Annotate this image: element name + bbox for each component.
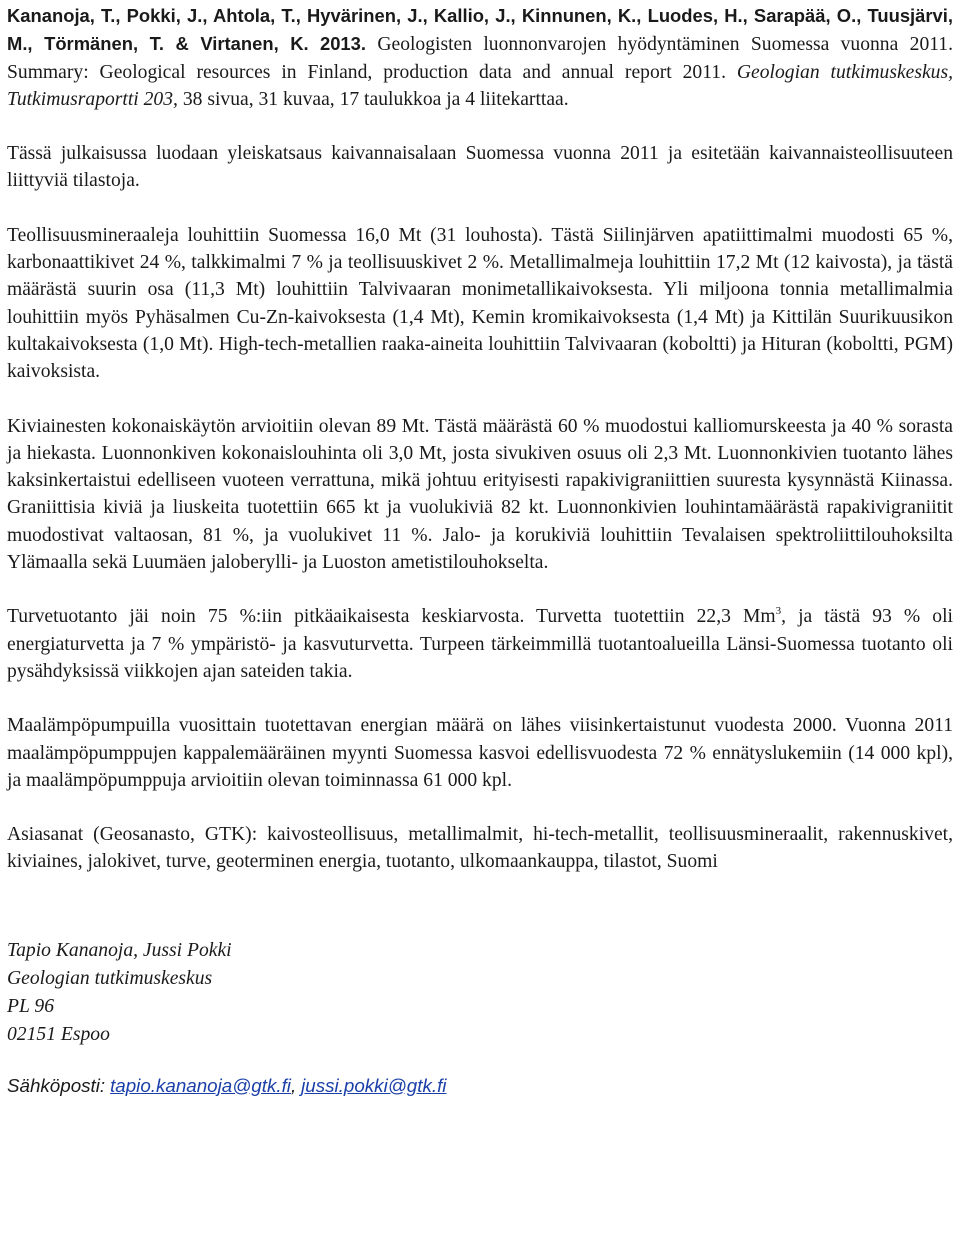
email-link-pokki[interactable]: jussi.pokki@gtk.fi: [301, 1074, 447, 1096]
contact-block: [7, 937, 953, 1101]
cubic-superscript: 3: [775, 604, 782, 617]
abstract-geothermal: Maalämpöpumpuilla vuosittain tuotettavan energian määrä on lähes viisinkertaistunut vuodesta 2000. Vuonna 2011 maalämpöpumppujen kappalemääräinen myynti Suomessa kasvoi edellisvuodesta 72 % ennätyslukemiin (14 000 kpl), ja maalämpöpumppuja arvioitiin olevan toiminnassa 61 000 kpl.: [7, 715, 953, 791]
citation-authors: Kananoja, T., Pokki, J., Ahtola, T., Hyvärinen, J., Kallio, J., Kinnunen, K., Luodes, H., Sarapää, O., Tuusjärvi, M., Törmänen, T. & Virtanen, K.: [7, 5, 953, 55]
email-link-kananoja[interactable]: tapio.kananoja@gtk.fi: [110, 1074, 291, 1096]
peat-text-end: , ja tästä 93 % oli energiaturvetta ja 7 % ympäristö- ja kasvuturvetta. Turpeen tärkeimmillä tuotantoalueilla Länsi-Suomessa tuotanto oli pysähdyksissä viikkojen ajan sateiden takia.: [7, 606, 953, 682]
contact-email-line: [7, 1072, 953, 1101]
citation-series: Geologian tutkimuskeskus, Tutkimusraportti 203,: [7, 61, 953, 110]
contact-authors: Tapio Kananoja, Jussi Pokki: [7, 939, 232, 961]
abstract-minerals: Teollisuusmineraaleja louhittiin Suomessa 16,0 Mt (31 louhosta). Tästä Siilinjärven apatiittimalmi muodosti 65 %, karbonaattikivet 24 %, talkkimalmi 7 % ja teollisuuskivet 2 %. Metallimalmeja louhittiin 17,2 Mt (12 kaivosta), ja tästä määrästä suurin osa (11,3 Mt) louhittiin Talvivaaran monimetallikaivoksesta. Yli miljoona tonnia metallimalmia louhittiin myös Pyhäsalmen Cu-Zn-kaivoksesta (1,4 Mt), Kemin kromikaivoksesta (1,4 Mt) ja Kittilän Suurikuusikon kultakaivoksesta (1,0 Mt). High-tech-metallien raaka-aineita louhittiin Talvivaaran (koboltti) ja Hituran (koboltti, PGM) kaivoksista.: [7, 224, 953, 383]
keywords: Asiasanat (Geosanasto, GTK): kaivosteollisuus, metallimalmit, hi-tech-metallit, teollisuusmineraalit, rakennuskivet, kiviaines, jalokivet, turve, geoterminen energia, tuotanto, ulkomaankauppa, tilastot, Suomi: [7, 824, 953, 873]
contact-po-box: PL 96: [7, 995, 55, 1017]
contact-organization: Geologian tutkimuskeskus: [7, 967, 213, 989]
email-label: Sähköposti:: [7, 1074, 106, 1096]
abstract-peat: [7, 603, 953, 685]
contact-postal: 02151 Espoo: [7, 1023, 110, 1045]
citation-title: Geologisten luonnonvarojen hyödyntäminen Suomessa vuonna 2011. Summary: Geological resources in Finland, production data and annual report 2011.: [7, 34, 953, 83]
abstract-intro: Tässä julkaisussa luodaan yleiskatsaus kaivannaisalaan Suomessa vuonna 2011 ja esitetään kaivannaisteollisuuteen liittyviä tilastoja.: [7, 143, 953, 192]
citation-year: 2013.: [319, 33, 366, 55]
citation-details: 38 sivua, 31 kuvaa, 17 taulukkoa ja 4 liitekarttaa.: [182, 88, 569, 110]
email-separator: ,: [290, 1074, 297, 1096]
document-page: [7, 0, 953, 1101]
abstract-aggregates: Kiviainesten kokonaiskäytön arvioitiin olevan 89 Mt. Tästä määrästä 60 % muodostui kalliomurskeesta ja 40 % sorasta ja hiekasta. Luonnonkiven kokonaislouhinta oli 3,0 Mt, josta sivukiven osuus oli 2,3 Mt. Luonnonkivien tuotanto lähes kaksinkertaistui edelliseen vuoteen verrattuna, mikä johtuu erityisesti rapakivigraniittien suuresta kysynnästä Kiinassa. Graniittisia kiviä ja liuskeita tuotettiin 665 kt ja vuolukiviä 82 kt. Luonnonkivien louhintamäärästä rapakivigraniitit muodostivat valtaosan, 81 %, ja vuolukivet 11 %. Jalo- ja korukiviä louhittiin Tevalaisen spektroliittilouhoksilta Ylämaalla sekä Luumäen jaloberylli- ja Luoston ametistilouhokselta.: [7, 415, 953, 574]
citation: [7, 2, 953, 113]
peat-text-start: Turvetuotanto jäi noin 75 %:iin pitkäaikaisesta keskiarvosta. Turvetta tuotettiin 22,3 Mm: [7, 606, 776, 628]
